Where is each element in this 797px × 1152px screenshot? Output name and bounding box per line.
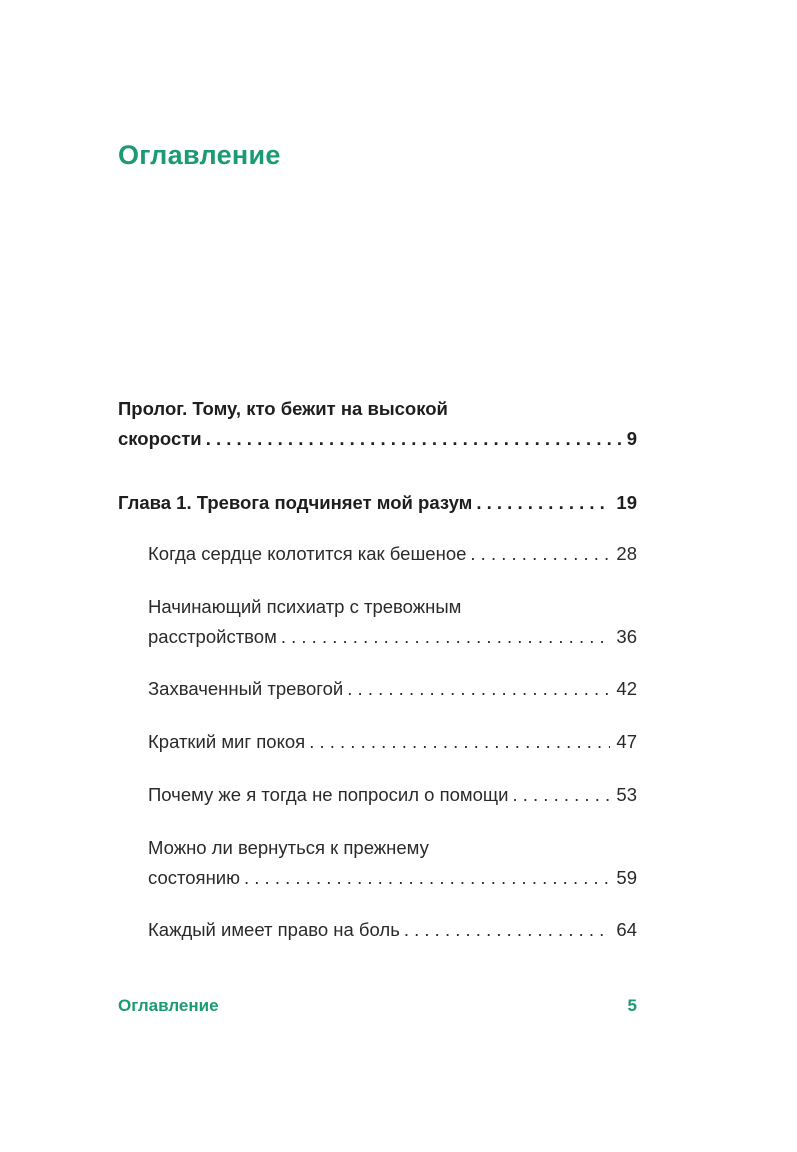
- toc-entry-title-cont: скорости: [118, 428, 202, 449]
- toc-entry-title: Глава 1. Тревога подчиняет мой разум: [118, 492, 473, 513]
- toc-entry-line: [148, 867, 637, 897]
- toc-entry-line: [148, 919, 637, 949]
- toc-entry-line: [148, 596, 637, 626]
- page-title: Оглавление: [118, 140, 281, 170]
- toc-entry-title-cont: состоянию: [148, 867, 240, 888]
- toc-entry-section[interactable]: [148, 678, 637, 708]
- toc-entry-line: [118, 492, 637, 522]
- toc-entry-title: Захваченный тревогой: [148, 678, 344, 699]
- toc-page-number: 42: [616, 678, 637, 699]
- toc-entry-title: Краткий миг покоя: [148, 731, 306, 752]
- toc-page-number: 59: [616, 867, 637, 888]
- dot-leader: [347, 678, 610, 700]
- toc-page-number: 28: [616, 543, 637, 564]
- toc-entry-line: [118, 398, 637, 428]
- dot-leader: [470, 543, 610, 565]
- toc-page-number: 64: [616, 919, 637, 940]
- toc-entry-title: Начинающий психиатр с тревожным: [148, 596, 462, 617]
- dot-leader: [244, 867, 610, 889]
- toc-entry-title: Когда сердце колотится как бешеное: [148, 543, 467, 564]
- toc-entry-title: Почему же я тогда не попросил о помощи: [148, 784, 509, 805]
- toc-entry-chapter-1[interactable]: [118, 492, 637, 522]
- toc-entry-title: Каждый имеет право на боль: [148, 919, 400, 940]
- toc-entry-line: [118, 428, 637, 458]
- toc-entry-section[interactable]: [148, 596, 637, 656]
- toc-entry-section[interactable]: [148, 731, 637, 761]
- running-footer: [118, 996, 637, 1016]
- dot-leader: [476, 492, 610, 514]
- toc-page-number: 47: [616, 731, 637, 752]
- toc-page-number: 36: [616, 626, 637, 647]
- footer-section-title: Оглавление: [118, 996, 219, 1015]
- toc-entry-title-cont: расстройством: [148, 626, 277, 647]
- dot-leader: [404, 919, 611, 941]
- toc-entry-line: [148, 626, 637, 656]
- toc-entry-title: Можно ли вернуться к прежнему: [148, 837, 429, 858]
- toc-entry-line: [148, 543, 637, 573]
- toc-entry-line: [148, 784, 637, 814]
- toc-page-number: 53: [616, 784, 637, 805]
- toc-entry-line: [148, 731, 637, 761]
- toc-entry-section[interactable]: [148, 919, 637, 949]
- dot-leader: [512, 784, 610, 806]
- toc-entry-line: [148, 837, 637, 867]
- dot-leader: [206, 428, 621, 450]
- toc-entry-section[interactable]: [148, 784, 637, 814]
- toc-page-number: 19: [616, 492, 637, 513]
- toc-entry-section[interactable]: [148, 543, 637, 573]
- dot-leader: [309, 731, 610, 753]
- toc-entry-section[interactable]: [148, 837, 637, 897]
- toc-page-number: 9: [626, 428, 637, 449]
- toc-entry-title: Пролог. Тому, кто бежит на высокой: [118, 398, 448, 419]
- footer-page-number: 5: [627, 996, 637, 1015]
- dot-leader: [281, 626, 611, 648]
- toc-entry-prologue[interactable]: [118, 398, 637, 458]
- toc-entry-line: [148, 678, 637, 708]
